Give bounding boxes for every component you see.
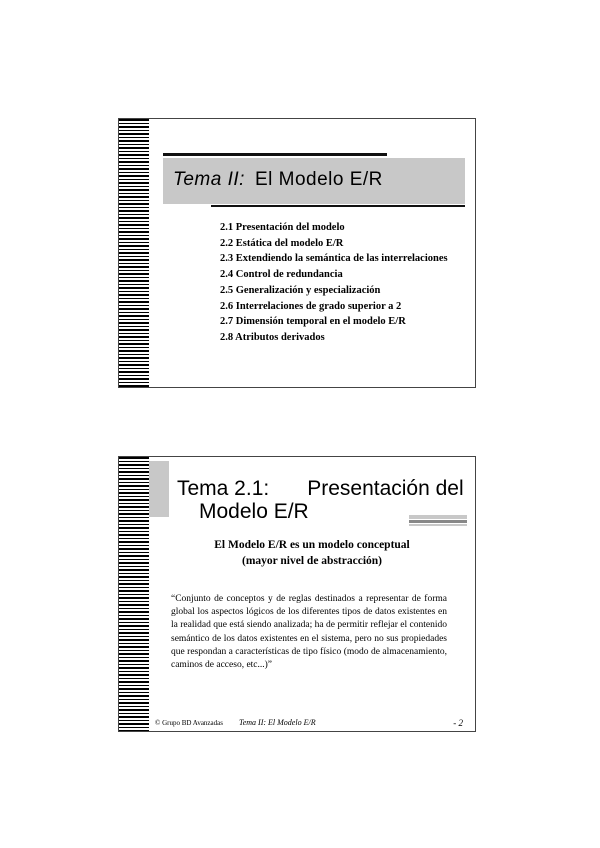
slide-2: [118, 456, 476, 732]
subtitle-line-2: (mayor nivel de abstracción): [241, 555, 382, 567]
title-part-2: Presentación del: [307, 477, 464, 500]
footer-topic: Tema II: El Modelo E/R: [239, 718, 316, 727]
title-rule-top: [163, 153, 387, 156]
slide-1: [118, 118, 476, 388]
title-part-1: Tema 2.1:: [177, 477, 270, 500]
decor-stripe: [409, 524, 467, 526]
title-rule-bottom: [211, 205, 465, 207]
toc-item: 2.1 Presentación del modelo: [220, 222, 345, 233]
toc-item: 2.7 Dimensión temporal en el modelo E/R: [220, 316, 406, 328]
slide-1-title: [173, 169, 383, 191]
decor-stripe: [409, 520, 467, 523]
subtitle-line-1: El Modelo E/R es un modelo conceptual: [214, 539, 410, 551]
title-band: [149, 461, 169, 517]
toc-item: 2.5 Generalización y especialización: [220, 284, 381, 296]
definition-quote: “Conjunto de conceptos y de reglas destinados a representar de forma global los aspectos lógicos de los diferentes tipos de datos existentes en la realidad que está siendo analizada; ha de permitir reflejar el contenido semántico de los datos existentes en el sistema, pero no sus propiedades que respondan a características de tipo físico (modo de almacenamiento, caminos de acceso, etc...)”: [171, 594, 447, 671]
toc-item: 2.4 Control de redundancia: [220, 269, 343, 281]
slide-2-subtitle: [149, 537, 475, 569]
toc-item: 2.3 Extendiendo la semántica de las interrelaciones: [220, 253, 448, 265]
barcode-strip: [119, 457, 149, 731]
toc-item: 2.6 Interrelaciones de grado superior a 2: [220, 300, 402, 312]
title-main: El Modelo E/R: [254, 169, 383, 190]
table-of-contents: [220, 220, 448, 346]
barcode-strip: [119, 119, 149, 387]
title-line-2: Modelo E/R: [199, 500, 309, 523]
toc-item: 2.2 Estática del modelo E/R: [220, 237, 344, 249]
page-number: - 2: [453, 718, 463, 728]
footer-copyright: © Grupo BD Avanzadas: [155, 719, 223, 727]
title-prefix: Tema II:: [173, 169, 245, 190]
toc-item: 2.8 Atributos derivados: [220, 331, 325, 343]
decor-stripe: [409, 515, 467, 519]
